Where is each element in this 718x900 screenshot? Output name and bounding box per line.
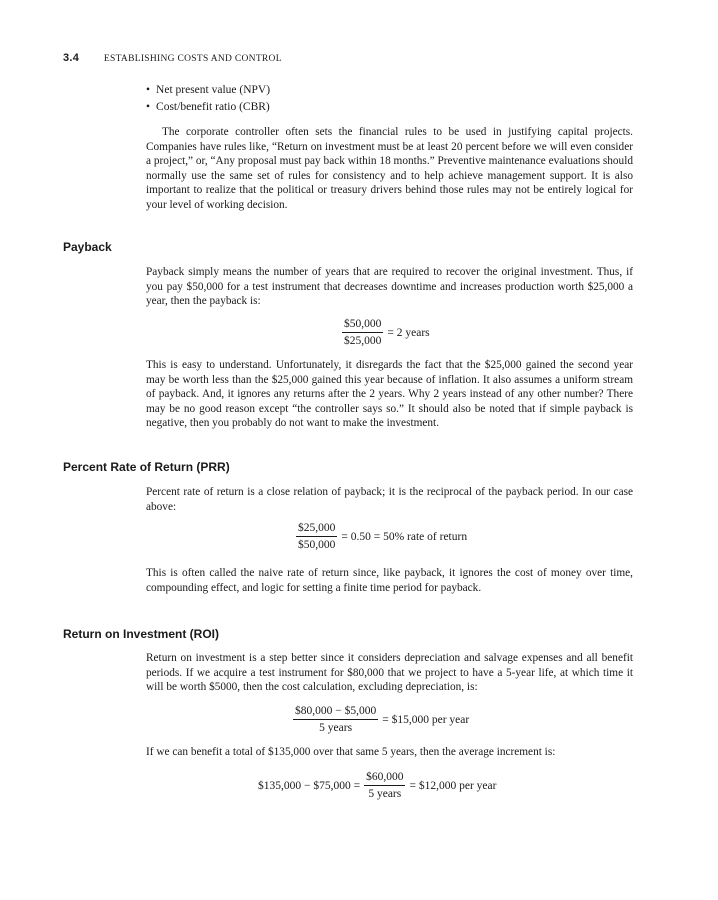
page-number: 3.4 <box>63 52 80 64</box>
roi-paragraph-1: Return on investment is a step better since it considers depreciation and salvage expenses and all benefit periods. If we acquire a test instrument for $80,000 that we project to have a 5-year life, at which time it will be worth $5000, then the cost calculation, excluding depreciation, is: <box>146 652 633 694</box>
roi-heading: Return on Investment (ROI) <box>63 627 220 641</box>
equation-result: = 2 years <box>387 326 430 339</box>
prr-heading: Percent Rate of Return (PRR) <box>63 460 230 474</box>
running-title: ESTABLISHING COSTS AND CONTROL <box>103 54 282 64</box>
fraction <box>342 318 383 347</box>
denominator: 5 years <box>368 788 402 800</box>
list-item: • Net present value (NPV) <box>146 82 270 99</box>
page-header <box>63 52 282 64</box>
list-item: • Cost/benefit ratio (CBR) <box>146 99 270 116</box>
fraction <box>364 771 405 800</box>
equation-lead: $135,000 − $75,000 = <box>258 779 361 792</box>
payback-heading: Payback <box>63 240 112 254</box>
numerator: $25,000 <box>296 522 337 537</box>
payback-paragraph-2: This is easy to understand. Unfortunately, it disregards the fact that the $25,000 gained the second year may be worth less than the $25,000 gained this year because of inflation. It also assumes a uniform stream of payback. And, it ignores any returns after the 2 years. Why 2 years instead of any other number? There may be no good reason except “the controller says so.” It should also be noted that if simple payback is negative, then you probably do not want to make the investment. <box>146 359 633 430</box>
prr-paragraph-1: Percent rate of return is a close relation of payback; it is the reciprocal of the payback period. In our case above: <box>146 486 633 513</box>
roi-paragraph-2: If we can benefit a total of $135,000 over that same 5 years, then the average increment is: <box>146 746 556 758</box>
payback-equation <box>342 318 430 347</box>
fraction <box>296 522 337 551</box>
payback-paragraph-1: Payback simply means the number of years that are required to recover the original investment. Thus, if you pay $50,000 for a test instrument that decreases downtime and increases production worth $25,000 a year, then the payback is: <box>146 266 633 308</box>
prr-equation <box>296 522 467 551</box>
intro-paragraph: The corporate controller often sets the financial rules to be used in justifying capital projects. Companies have rules like, “Return on investment must be at least 20 percent before we will even consider a project,” or, “Any proposal must pay back within 18 months.” Preventive maintenance evaluations should normally use the same set of rules for consistency and to help achieve management support. It is also important to realize that the political or treasury drivers behind those rules may not be entirely logical for your level of working decision. <box>146 126 633 211</box>
roi-equation-1 <box>293 705 469 734</box>
roi-equation-2 <box>258 771 496 800</box>
denominator: $50,000 <box>298 539 336 551</box>
prr-paragraph-2: This is often called the naive rate of return since, like payback, it ignores the cost of money over time, compounding effect, and logic for setting a finite time period for payback. <box>146 567 633 594</box>
bullet-list <box>146 82 270 116</box>
numerator: $50,000 <box>342 318 383 333</box>
denominator: 5 years <box>319 722 353 734</box>
fraction <box>293 705 378 734</box>
equation-result: = $12,000 per year <box>409 779 497 792</box>
equation-result: = 0.50 = 50% rate of return <box>341 530 468 543</box>
equation-result: = $15,000 per year <box>382 713 470 726</box>
numerator: $60,000 <box>364 771 405 786</box>
numerator: $80,000 − $5,000 <box>293 705 378 720</box>
denominator: $25,000 <box>344 335 382 347</box>
